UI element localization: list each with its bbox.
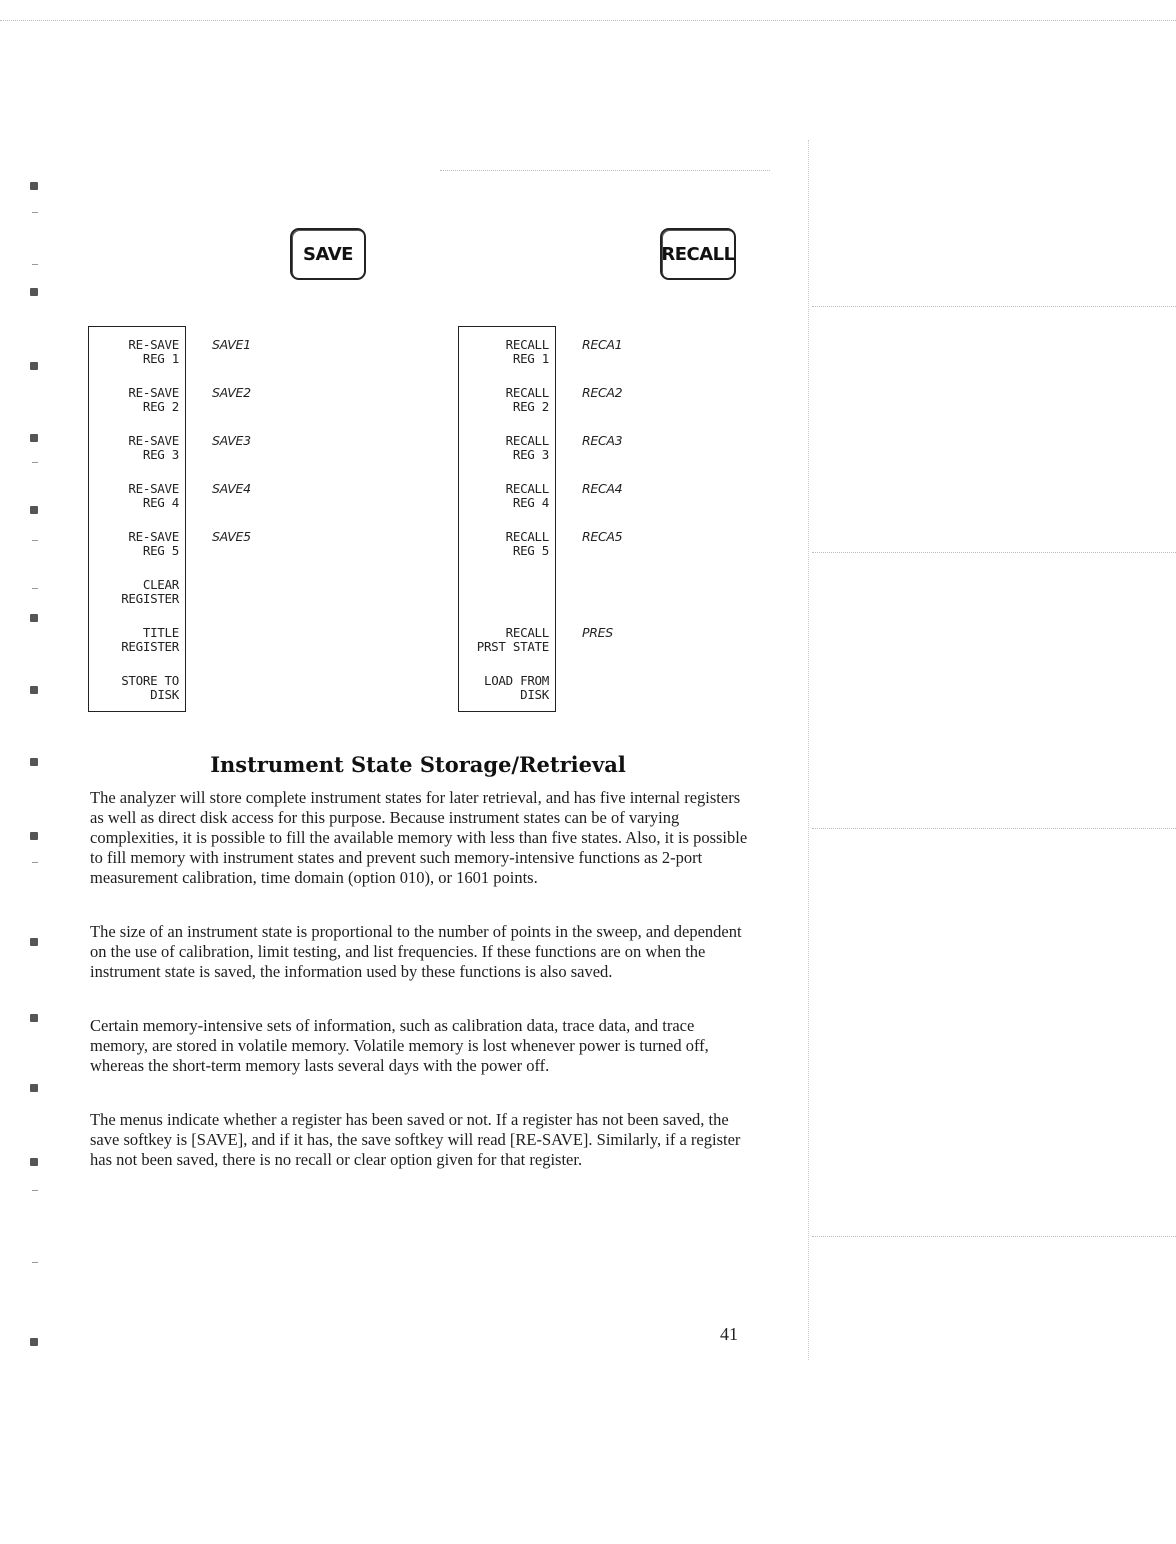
softkey-label-line1: RECALL [505,625,549,640]
gutter-mark [30,506,38,514]
softkey-recall-reg-5 [463,530,549,564]
softkey-label-line1: RECALL [505,481,549,496]
softkey-label-line1: RE-SAVE [128,433,179,448]
page-number: 41 [720,1324,738,1344]
softkey-label-line2: DISK [150,687,179,702]
softkey-store-to-disk [93,674,179,708]
softkey-title-register [93,626,179,660]
softkey-label-line2: REG 5 [142,543,179,558]
gutter-tick [32,1262,38,1263]
gutter-tick [32,462,38,463]
recall-softkey-menu [458,326,556,712]
scan-vertical-line [808,140,809,1360]
hpib-mnemonic: PRES [582,625,613,640]
gutter-mark [30,1338,38,1346]
body-paragraph: The menus indicate whether a register has been saved or not. If a register has not been saved, the save softkey is [SAVE], and if it has, the save softkey will read [RE-SAVE]. Similarly, if a register has not been saved, there is no recall or clear option given for that register. [90,1110,741,1169]
softkey-re-save-reg-4 [93,482,179,516]
hpib-mnemonic: SAVE2 [212,385,251,400]
softkey-recall-prst-state [463,626,549,660]
body-paragraph: The analyzer will store complete instrument states for later retrieval, and has five internal registers as well as direct disk access for this purpose. Because instrument states can be of varying complexities, it is possible to fill the available memory with less than five states. Also, it is possible to fill memory with instrument states and prevent such memory-intensive functions as 2-port measurement calibration, time domain (option 010), or 1601 points. [90,788,748,887]
body-paragraph: The size of an instrument state is proportional to the number of points in the sweep, and dependent on the use of calibration, limit testing, and list frequencies. If these functions are on when the instrument state is saved, the information used by these functions is also saved. [90,922,742,981]
softkey-re-save-reg-1 [93,338,179,372]
softkey-label-line1: TITLE [142,625,179,640]
gutter-mark [30,362,38,370]
hpib-mnemonic: SAVE3 [212,433,251,448]
hpib-mnemonic: RECA2 [582,385,623,400]
softkey-label-line1: RE-SAVE [128,385,179,400]
gutter-tick [32,862,38,863]
scan-line [812,306,1176,307]
recall-hardkey: RECALL [660,228,736,280]
softkey-recall-reg-3 [463,434,549,468]
softkey-label-line2: REGISTER [121,591,179,606]
softkey-label-line2: PRST STATE [476,639,549,654]
softkey-label-line2: REG 2 [142,399,179,414]
softkey-clear-register [93,578,179,612]
gutter-mark [30,1158,38,1166]
softkey-label-line1: STORE TO [121,673,179,688]
softkey-label-line1: RE-SAVE [128,337,179,352]
gutter-mark [30,288,38,296]
softkey-label-line1: RECALL [505,385,549,400]
scan-line [0,20,1176,21]
save-softkey-menu [88,326,186,712]
softkey-label-line2: REG 3 [512,447,549,462]
softkey-load-from-disk [463,674,549,708]
softkey-recall-reg-4 [463,482,549,516]
softkey-label-line2: REG 4 [512,495,549,510]
softkey-blank [463,578,549,612]
gutter-mark [30,686,38,694]
softkey-label-line2: REG 2 [512,399,549,414]
gutter-mark [30,182,38,190]
softkey-label-line2: REG 5 [512,543,549,558]
scan-line [812,828,1176,829]
scan-line [812,552,1176,553]
softkey-label-line1: CLEAR [142,577,179,592]
gutter-mark [30,434,38,442]
softkey-label-line1: RE-SAVE [128,481,179,496]
scan-line [440,170,770,171]
softkey-re-save-reg-3 [93,434,179,468]
save-hardkey: SAVE [290,228,366,280]
scan-line [812,1236,1176,1237]
gutter-tick [32,264,38,265]
gutter-mark [30,938,38,946]
gutter-mark [30,614,38,622]
body-paragraph: Certain memory-intensive sets of information, such as calibration data, trace data, and trace memory, are stored in volatile memory. Volatile memory is lost whenever power is turned off, whereas the short-term memory lasts several days with the power off. [90,1016,709,1075]
softkey-label-line2: REGISTER [121,639,179,654]
hpib-mnemonic: RECA4 [582,481,623,496]
gutter-tick [32,1190,38,1191]
hpib-mnemonic: RECA1 [582,337,623,352]
gutter-tick [32,212,38,213]
softkey-label-line2: DISK [520,687,549,702]
hpib-mnemonic: RECA3 [582,433,623,448]
softkey-label-line2: REG 4 [142,495,179,510]
gutter-mark [30,1014,38,1022]
softkey-label-line2: REG 1 [142,351,179,366]
hpib-mnemonic: SAVE5 [212,529,251,544]
softkey-re-save-reg-5 [93,530,179,564]
gutter-tick [32,588,38,589]
softkey-label-line1: RECALL [505,433,549,448]
hpib-mnemonic: RECA5 [582,529,623,544]
gutter-mark [30,832,38,840]
section-title: Instrument State Storage/Retrieval [210,752,626,777]
softkey-label-line1: RECALL [505,337,549,352]
softkey-label-line2: REG 3 [142,447,179,462]
softkey-label-line1: LOAD FROM [483,673,549,688]
softkey-recall-reg-2 [463,386,549,420]
softkey-label-line1: RECALL [505,529,549,544]
hpib-mnemonic: SAVE1 [212,337,251,352]
hpib-mnemonic: SAVE4 [212,481,251,496]
softkey-label-line2: REG 1 [512,351,549,366]
softkey-recall-reg-1 [463,338,549,372]
gutter-tick [32,540,38,541]
gutter-mark [30,1084,38,1092]
softkey-label-line1: RE-SAVE [128,529,179,544]
softkey-re-save-reg-2 [93,386,179,420]
